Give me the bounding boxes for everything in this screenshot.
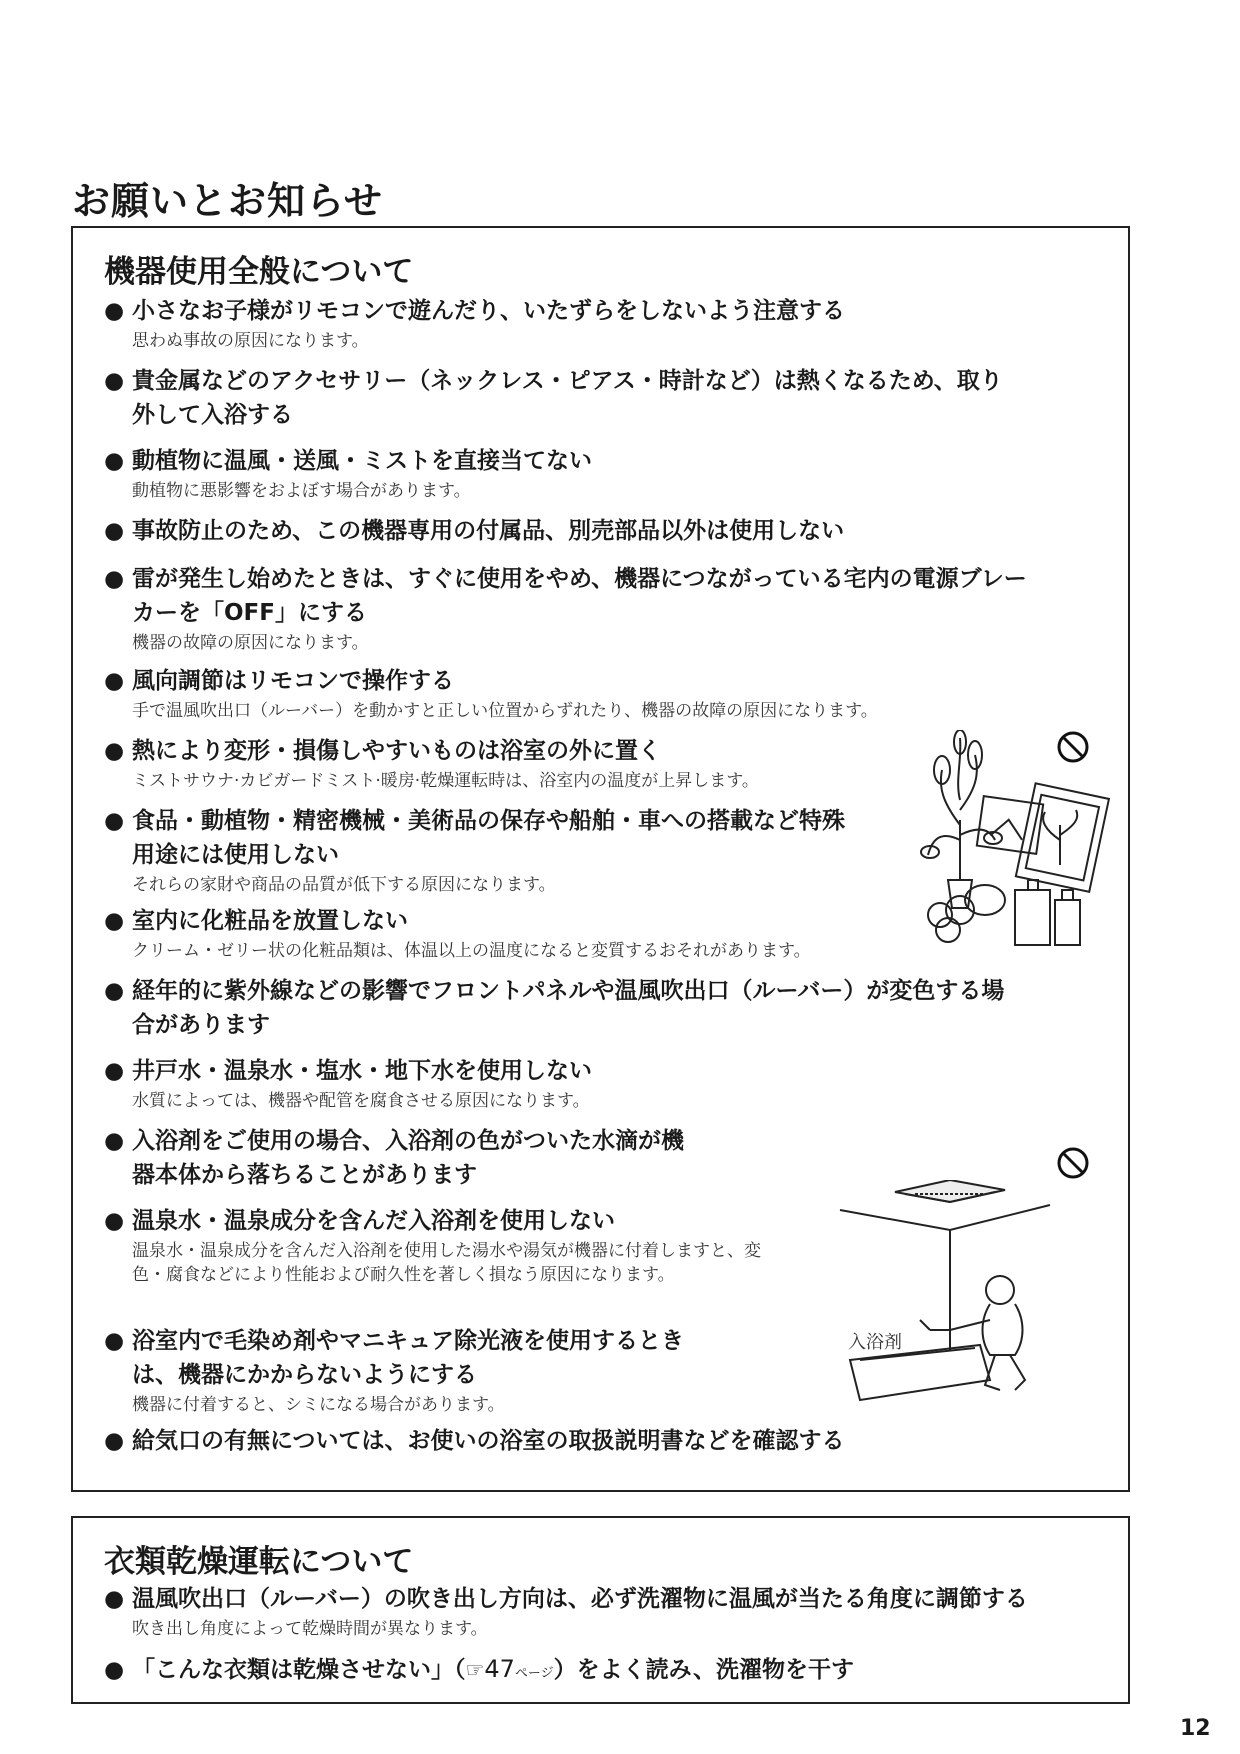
- page-title: お願いとお知らせ: [72, 179, 383, 223]
- list-item: ● 熱により変形・損傷しやすいものは浴室の外に置く ミストサウナ·カビガードミスト·暖房·乾燥運転時は、浴室内の温度が上昇します。: [104, 738, 759, 791]
- list-item: ● 浴室内で毛染め剤やマニキュア除光液を使用するとき は、機器にかからないようにする 機器に付着すると、シミになる場合があります。: [104, 1328, 684, 1415]
- bathroom-illustration: [830, 1180, 1060, 1410]
- list-item: ● 食品・動植物・精密機械・美術品の保存や船舶・車への搭載など特殊 用途には使用しない それらの家財や商品の品質が低下する原因になります。: [104, 808, 845, 895]
- page-number: 12: [1180, 1716, 1211, 1741]
- list-item: ● 温泉水・温泉成分を含んだ入浴剤を使用しない 温泉水・温泉成分を含んだ入浴剤を使用した湯水や湯気が機器に付着しますと、変色・腐食などにより性能および耐久性を著しく損なう原因になります。: [104, 1208, 761, 1285]
- list-item: ● 入浴剤をご使用の場合、入浴剤の色がついた水滴が機 器本体から落ちることがあります: [104, 1128, 684, 1188]
- list-item: ● 井戸水・温泉水・塩水・地下水を使用しない 水質によっては、機器や配管を腐食させる原因になります。: [104, 1058, 592, 1111]
- list-item: ● 雷が発生し始めたときは、すぐに使用をやめ、機器につながっている宅内の電源ブレー カーを「OFF」にする 機器の故障の原因になります。: [104, 566, 1027, 653]
- pointing-hand-icon: ☞: [465, 1658, 485, 1682]
- section-title-general: 機器使用全般について: [104, 254, 414, 290]
- page-reference-link[interactable]: 47: [484, 1655, 515, 1683]
- bath-salt-label: 入浴剤: [848, 1332, 902, 1353]
- list-item: ● 動植物に温風・送風・ミストを直接当てない 動植物に悪影響をおよぼす場合があります。: [104, 448, 592, 501]
- list-item: ● 風向調節はリモコンで操作する 手で温風吹出口（ルーバー）を動かすと正しい位置からずれたり、機器の故障の原因になります。: [104, 668, 878, 721]
- prohibition-icon: [1056, 1146, 1090, 1180]
- list-item: ● 室内に化粧品を放置しない クリーム・ゼリー状の化粧品類は、体温以上の温度になると変質するおそれがあります。: [104, 908, 811, 961]
- list-item: ● 温風吹出口（ルーバー）の吹き出し方向は、必ず洗濯物に温風が当たる角度に調節する 吹き出し角度によって乾燥時間が異なります。: [104, 1586, 1028, 1639]
- list-item: ● 経年的に紫外線などの影響でフロントパネルや温風吹出口（ルーバー）が変色する場 合があります: [104, 978, 1005, 1038]
- heat-sensitive-items-illustration: [920, 730, 1120, 950]
- bullet: ●: [104, 298, 125, 324]
- list-item: ● 給気口の有無については、お使いの浴室の取扱説明書などを確認する: [104, 1428, 845, 1454]
- list-item: ● 小さなお子様がリモコンで遊んだり、いたずらをしないよう注意する 思わぬ事故の原因になります。: [104, 294, 845, 353]
- list-item: ● 事故防止のため、この機器専用の付属品、別売部品以外は使用しない: [104, 518, 845, 544]
- list-item: ● 「こんな衣類は乾燥させない」（☞47ページ）をよく読み、洗濯物を干す: [104, 1655, 855, 1683]
- section-title-drying: 衣類乾燥運転について: [104, 1544, 414, 1580]
- list-item: ● 貴金属などのアクセサリー（ネックレス・ピアス・時計など）は熱くなるため、取り 外して入浴する: [104, 368, 1003, 428]
